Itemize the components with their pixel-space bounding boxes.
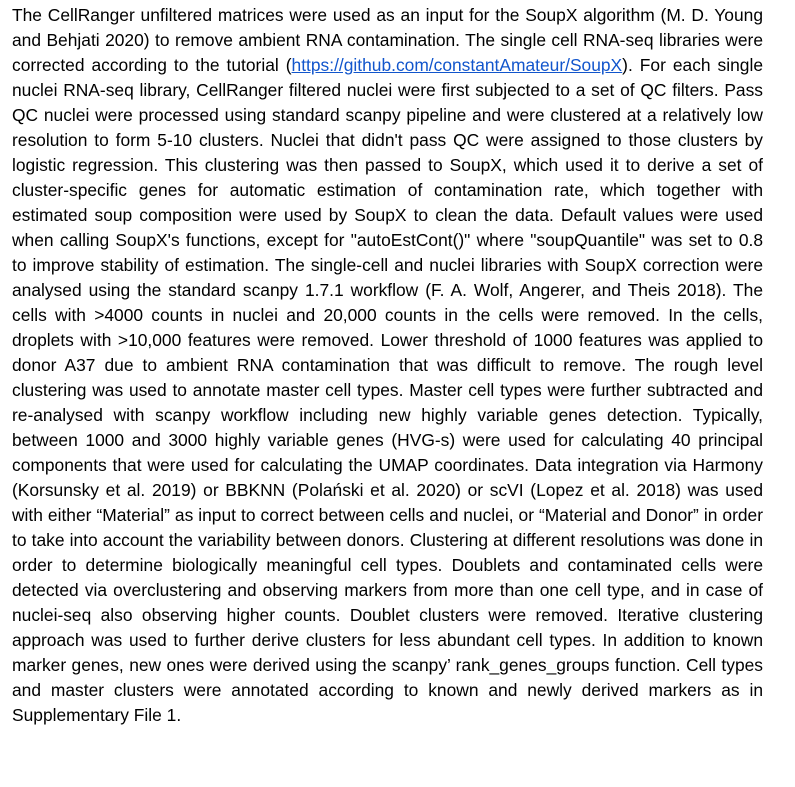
paragraph-text-end: ). For each single nuclei RNA-seq library, CellRanger filtered nuclei were first subjected to a set of QC filters. Pass QC nuclei were processed using standard scanpy pipeline and were clustered at a relatively low resolution to form 5-10 clusters. Nuclei that didn't pass QC were assigned to those clusters by logistic regression. This clustering was then passed to SoupX, which used it to derive a set of cluster-specific genes for automatic estimation of contamination rate, which together with estimated soup composition were used by SoupX to clean the data. Default values were used when calling SoupX's functions, except for "autoEstCont()" where "soupQuantile" was set to 0.8 to improve stability of estimation. The single-cell and nuclei libraries with SoupX correction were analysed using the standard scanpy 1.7.1 workflow (F. A. Wolf, Angerer, and Theis 2018). The cells with >4000 counts in nuclei and 20,000 counts in the cells were removed. In the cells, droplets with >10,000 features were removed. Lower threshold of 1000 features was applied to donor A37 due to ambient RNA contamination that was difficult to remove. The rough level clustering was used to annotate master cell types. Master cell types were further subtracted and re-analysed with scanpy workflow including new highly variable genes detection. Typically, between 1000 and 3000 highly variable genes (HVG-s) were used for calculating 40 principal components that were used for calculating the UMAP coordinates. Data integration via Harmony (Korsunsky et al. 2019) or BBKNN (Polański et al. 2020) or scVI (Lopez et al. 2018) was used with either “Material” as input to correct between cells and nuclei, or “Material and Donor” in order to take into account the variability between donors. Clustering at different resolutions was done in order to determine biologically meaningful cell types. Doublets and contaminated cells were detected via overclustering and observing markers from more than one cell type, and in case of nuclei-seq also observing higher counts. Doublet clusters were removed. Iterative clustering approach was used to further derive clusters for less abundant cell types. In addition to known marker genes, new ones were derived using the scanpy’ rank_genes_groups function. Cell types and master clusters were annotated according to known and newly derived markers as in Supplementary File 1. bbox=[12, 55, 763, 725]
soupx-github-link[interactable]: https://github.com/constantAmateur/SoupX bbox=[291, 55, 623, 75]
methods-paragraph bbox=[12, 3, 763, 728]
paragraph-text-start: The CellRanger unfiltered matrices were used as an input for the SoupX algorithm (M. D. Young and Behjati 2020) to remove ambient RNA contamination. The single cell RNA-seq libraries were corrected according to the tutorial ( bbox=[12, 5, 763, 75]
